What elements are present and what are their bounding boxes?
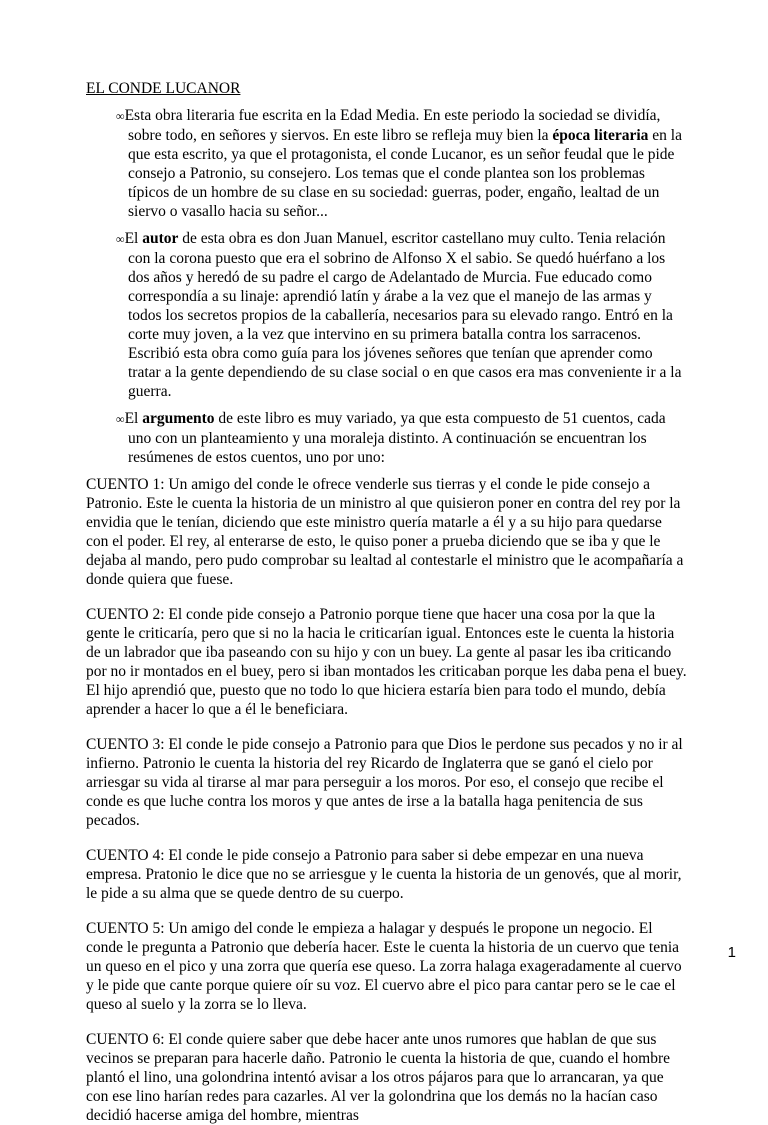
bullet-text-after: en la que esta escrito, ya que el protagonista, el conde Lucanor, es un señor feudal que le pide consejo a Patronio, su consejero. Los temas que el conde plantea son los problemas típicos de un hombre de su clase en su sociedad: guerras, poder, engaño, lealtad de un siervo o vasallo hacia su señor...	[128, 127, 682, 220]
cuento-6-paragraph: CUENTO 6: El conde quiere saber que debe hacer ante unos rumores que hablan de que sus vecinos se preparan para hacerle daño. Patronio le cuenta la historia de que, cuando el hombre plantó el lino, una golondrina intentó avisar a los otros pájaros para que lo arrancaran, ya que con ese lino harían redes para cazarles. Al ver la golondrina que los demás no la hacían caso decidió hacerse amiga del hombre, mientras	[86, 1031, 671, 1124]
cuento-4-paragraph: CUENTO 4: El conde le pide consejo a Patronio para saber si debe empezar en una nueva empresa. Pratonio le dice que no se arriesgue y le cuenta la historia de un genovés, que al morir, le pide a su alma que se quede dentro de su cuerpo.	[86, 847, 682, 902]
bullet-bold-term: argumento	[142, 410, 215, 427]
infinity-bullet-icon: ∞	[116, 232, 125, 246]
bullet-autor	[116, 229, 688, 401]
bullet-bold-term: autor	[142, 230, 179, 247]
bullet-text-after: de este libro es muy variado, ya que esta compuesto de 51 cuentos, cada uno con un planteamiento y una moraleja distinto. A continuación se encuentran los resúmenes de estos cuentos, uno por uno:	[128, 410, 666, 466]
cuento-5-paragraph: CUENTO 5: Un amigo del conde le empieza a halagar y después le propone un negocio. El conde le pregunta a Patronio que debería hacer. Este le cuenta la historia de un cuervo que tenia un queso en el pico y una zorra que quería ese queso. La zorra halaga exageradamente al cuervo y le pide que cante porque quiere oír su voz. El cuervo abre el pico para cantar pero se le cae el queso al suelo y la zorra se lo lleva.	[86, 920, 682, 1013]
bullet-epoca-literaria	[116, 106, 688, 221]
page-number: 1	[727, 944, 736, 961]
bullet-argumento	[116, 409, 688, 467]
bullet-text-before: El	[124, 410, 143, 427]
cuento-2-paragraph: CUENTO 2: El conde pide consejo a Patronio porque tiene que hacer una cosa por la que la gente le criticaría, pero que si no la hacia le criticarían igual. Entonces este le cuenta la historia de un labrador que iba paseando con su hijo y con un buey. La gente al pasar les iba criticando por no ir montados en el buey, pero si iban montados les criticaban porque les daba pena el buey. El hijo aprendió que, puesto que no todo lo que hiciera estaría bien para todo el mundo, debía aprender a hacer lo que a él le beneficiara.	[86, 606, 687, 718]
cuento-1-paragraph: CUENTO 1: Un amigo del conde le ofrece venderle sus tierras y el conde le pide consejo a Patronio. Este le cuenta la historia de un ministro al que quisieron poner en contra del rey por la envidia que le tenían, diciendo que este ministro quería matarle a él y a su hijo para quedarse con el poder. El rey, al enterarse de esto, le quiso poner a prueba diciendo que se iba y que le dejaba al mando, pero pudo comprobar su lealtad al contestarle el ministro que le acompañaría a donde quiera que fuese.	[86, 476, 684, 588]
bullet-text-before: Esta obra literaria fue escrita en la Edad Media. En este periodo la sociedad se dividía, sobre todo, en señores y siervos. En este libro se refleja muy bien la	[124, 107, 661, 144]
document-title: EL CONDE LUCANOR	[86, 80, 241, 97]
bullet-bold-term: época literaria	[552, 127, 649, 144]
infinity-bullet-icon: ∞	[116, 109, 125, 123]
cuento-3-paragraph: CUENTO 3: El conde le pide consejo a Patronio para que Dios le perdone sus pecados y no ir al infierno. Patronio le cuenta la historia del rey Ricardo de Inglaterra que se ganó el cielo por arriesgar su vida al tirarse al mar para perseguir a los moros. Por eso, el consejo que recibe el conde es que luche contra los moros y que antes de irse a la batalla haga penitencia de sus pecados.	[86, 736, 683, 829]
bullet-text-after: de esta obra es don Juan Manuel, escritor castellano muy culto. Tenia relación con la corona puesto que era el sobrino de Alfonso X el sabio. Se quedó huérfano a los dos años y heredó de su padre el cargo de Adelantado de Murcia. Fue educado como correspondía a su linaje: aprendió latín y árabe a la vez que el manejo de las armas y todos los secretos propios de la caballería, necesarios para su elevado rango. Entró en la corte muy joven, a la vez que intervino en su primera batalla contra los sarracenos. Escribió esta obra como guía para los jóvenes señores que tenían que aprender como tratar a la gente dependiendo de su clase social o en que casos era mas conveniente ir a la guerra.	[128, 230, 682, 400]
infinity-bullet-icon: ∞	[116, 412, 125, 426]
bullet-text-before: El	[124, 230, 143, 247]
